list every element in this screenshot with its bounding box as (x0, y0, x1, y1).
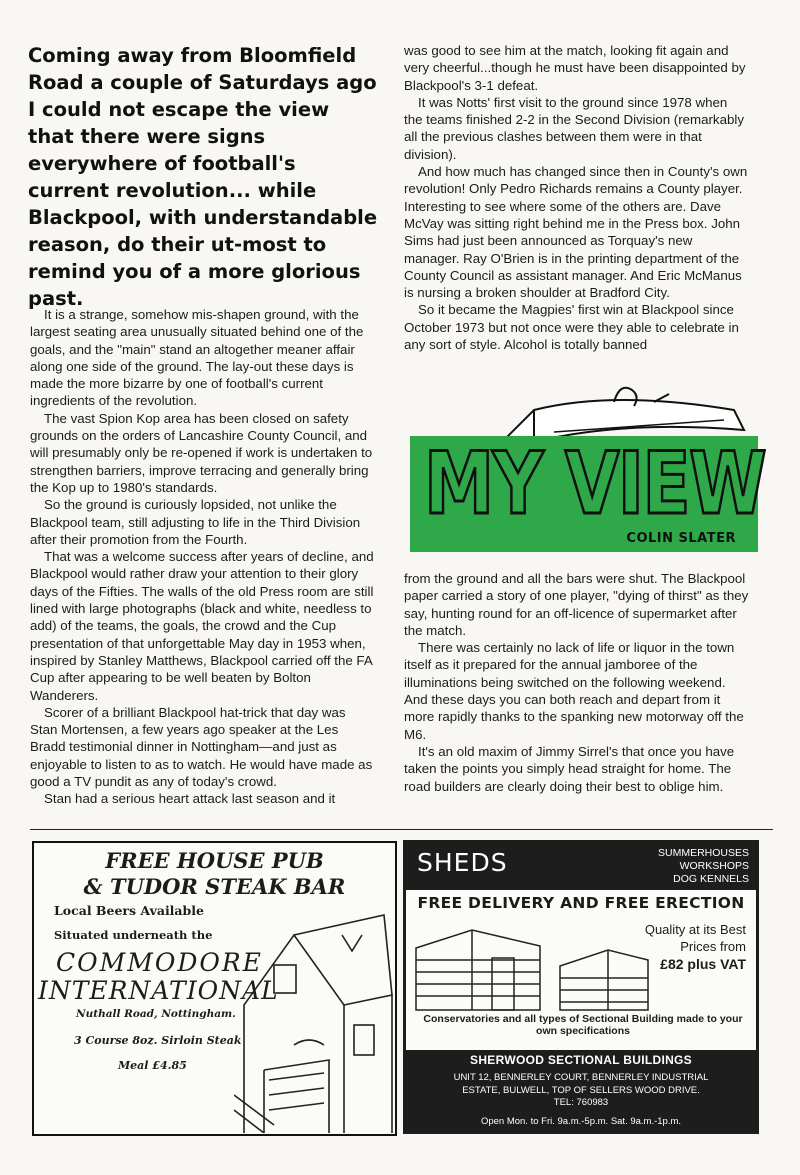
paragraph: That was a welcome success after years of decline, and Blackpool would rather draw your attention to their glory days of the Fifties. The walls of the old Press room are still lined with large photographs (black and white, needless to add) of the teams, the goals, the crowd and the Cup presentation of that unforgettable May day in 1953 when, inspired by Stanley Matthews, Blackpool carried off the FA Cup after appearing to be well beaten by Bolton Wanderers. (30, 549, 374, 703)
sheds-title: SHEDS (417, 848, 508, 877)
paragraph: from the ground and all the bars were shut. The Blackpool paper carried a story of one player, "dying of thirst" as they say, hunting round for an off-licence of supermarket after the match. (404, 571, 749, 638)
sheds-type: DOG KENNELS (673, 873, 749, 885)
sheds-company-name: SHERWOOD SECTIONAL BUILDINGS (470, 1053, 692, 1067)
sheds-price: £82 plus VAT (660, 956, 746, 972)
sheds-address-line2: ESTATE, BULWELL, TOP OF SELLERS WOOD DRIVE. (462, 1084, 700, 1096)
paragraph: So the ground is curiously lopsided, not unlike the Blackpool team, still adjusting to life in the Third Division after their promotion from the Fourth. (30, 497, 361, 547)
article-column-right-bottom (404, 570, 749, 795)
sheds-quality-line2: Prices from (680, 939, 746, 954)
pub-meal-price: Meal £4.85 (118, 1059, 187, 1072)
sheds-type: WORKSHOPS (679, 860, 749, 872)
paragraph: It is a strange, somehow mis-shapen ground, with the largest seating area unusually situated behind one of the goals, and the "main" stand an altogether meaner affair along one side of the ground. The lay-out these days is made the more bizarre by one of football's current ingredients of the revolution. (30, 307, 364, 409)
pub-local-beers: Local Beers Available (54, 903, 204, 918)
paragraph: So it became the Magpies' first win at Blackpool since October 1973 but not once were they able to celebrate in any sort of style. Alcohol is totally banned (404, 302, 739, 353)
sheds-address-line1: UNIT 12, BENNERLEY COURT, BENNERLEY INDUSTRIAL (453, 1072, 709, 1083)
pub-address: Nuthall Road, Nottingham. (76, 1008, 236, 1020)
paragraph: It's an old maxim of Jimmy Sirrel's that once you have taken the points you simply head straight for home. The road builders are clearly doing their best to oblige him. (404, 743, 735, 794)
pub-name-line1: COMMODORE (56, 948, 263, 977)
sheds-telephone: TEL: 760983 (553, 1097, 609, 1108)
shed-illustration-icon (412, 918, 652, 1014)
my-view-column-logo (410, 380, 766, 552)
sheds-white-panel (406, 890, 756, 1050)
paragraph: was good to see him at the match, looking fit again and very cheerful...though he must have been disappointed by Blackpool's 3-1 defeat. (404, 43, 746, 93)
paragraph: The vast Spion Kop area has been closed on safety grounds on the orders of Lancashire County Council, and will presumably only be re-opened if work is undertaken to strengthen barriers, improve terracing and generally bring the Kop up to 1980's standards. (30, 410, 373, 495)
sheds-advertisement (403, 840, 759, 1134)
paragraph: There was certainly no lack of life or liquor in the town itself as it prepared for the annual jamboree of the illuminations being switched on the following weekend. And these days you can both reach and depart from it more rapidly thanks to the spanking new motorway off the M6. (404, 640, 744, 742)
sheds-headline: FREE DELIVERY AND FREE ERECTION (417, 894, 745, 912)
pub-name-line2: INTERNATIONAL (38, 976, 279, 1005)
pub-title-line1: FREE HOUSE PUB (105, 848, 324, 873)
pub-building-illustration-icon (234, 895, 394, 1133)
divider-rule (30, 829, 773, 830)
paragraph: And how much has changed since then in County's own revolution! Only Pedro Richards remains a County player. Interesting to see where some of the others are. Dave McVay was sitting right behind me in the Press box. John Sims had just been announced as Torquay's new manager. Ray O'Brien is in the printing department of the County Council as assistant manager. And Eric McManus is nursing a broken shoulder at Bradford City. (404, 164, 748, 301)
logo-author: COLIN SLATER (626, 531, 736, 546)
paragraph: Stan had a serious heart attack last season and it (44, 791, 336, 807)
sheds-types-list (658, 847, 749, 886)
pub-advertisement (32, 841, 397, 1136)
sheds-conservatories: Conservatories and all types of Sectional Building made to your own specifications (423, 1013, 743, 1037)
sheds-quality (645, 921, 746, 955)
paragraph: Scorer of a brilliant Blackpool hat-trick that day was Stan Mortensen, a few years ago speaker at the Les Bradd testimonial dinner in Nottingham—and just as enjoyable to listen to as to watch. He would have made as good a TV pundit as any of today's crowd. (30, 704, 373, 790)
pub-situated: Situated underneath the (54, 928, 213, 942)
sheds-address (403, 1072, 759, 1110)
article-column-right-top (404, 42, 749, 353)
pub-steak-offer: 3 Course 8oz. Sirloin Steak (74, 1034, 242, 1047)
article-column-left (30, 306, 376, 808)
sheds-opening-hours: Open Mon. to Fri. 9a.m.-5p.m. Sat. 9a.m.-1p.m. (480, 1116, 682, 1127)
sheds-type: SUMMERHOUSES (657, 847, 749, 859)
article-headline: Coming away from Bloomfield Road a couple of Saturdays ago I could not escape the view that there were signs everywhere of football's current revolution... while Blackpool, with understandable reason, do their ut-most to remind you of a more glorious past. (28, 44, 378, 310)
paragraph: It was Notts' first visit to the ground since 1978 when the teams finished 2-2 in the Second Division (remarkably all the previous clashes between them were in that division). (404, 94, 744, 162)
sheds-quality-line1: Quality at its Best (644, 922, 746, 937)
logo-title: MY VIEW (424, 434, 766, 534)
pub-title-line2: & TUDOR STEAK BAR (83, 874, 346, 899)
